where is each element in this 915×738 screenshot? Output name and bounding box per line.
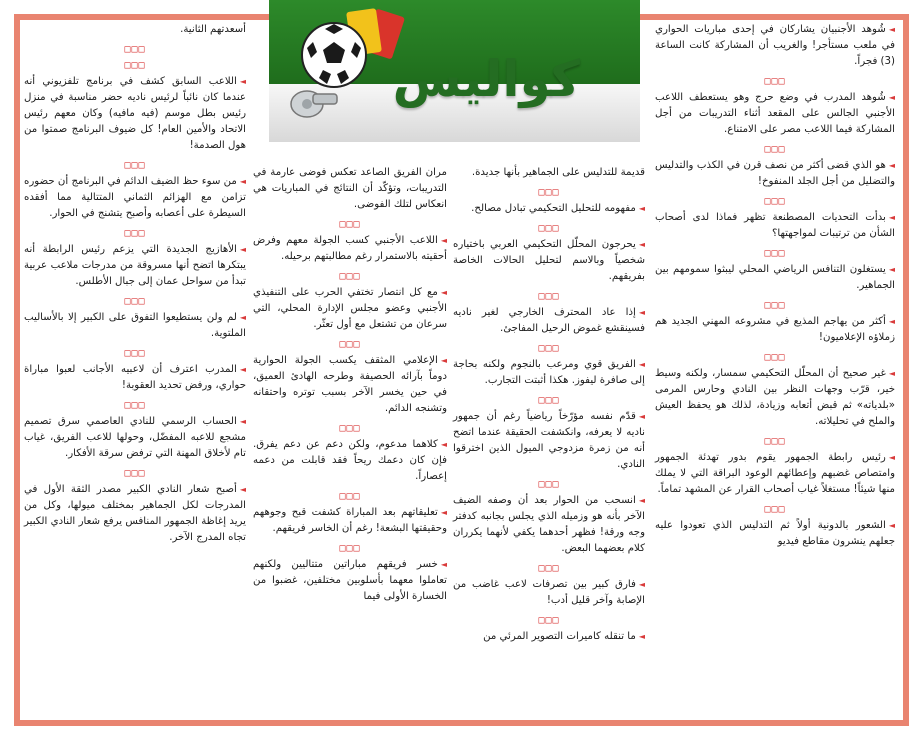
news-item-text: الشعور بالدونية أولاً ثم التدليس الذي تعودوا عليه جعلهم ينشرون مقاطع فيديو	[655, 520, 895, 547]
bullet-marker-icon: ◄	[638, 308, 645, 317]
news-item-text: إذا عاد المحترف الخارجي لغير ناديه فسينقشع غموض الرحيل المفاجئ.	[453, 307, 645, 334]
news-item-text: مران الفريق الصاعد تعكس فوضى عارمة في التدريبات، وتؤكّد أن النتائج في المباريات هي انعكاس لتلك الفوضى.	[253, 167, 447, 210]
news-item	[24, 414, 246, 462]
bullet-marker-icon: ◄	[440, 440, 447, 449]
item-separator: □□□	[124, 296, 146, 307]
bullet-marker-icon: ◄	[440, 236, 447, 245]
item-separator: □□□	[764, 300, 786, 311]
bullet-marker-icon: ◄	[440, 356, 447, 365]
item-separator: □□□	[538, 395, 560, 406]
news-item	[453, 493, 645, 557]
news-item-text: ما تنقله كاميرات التصوير المرئي من	[483, 631, 636, 642]
news-item-text: كلاهما مدعوم، ولكن دعم عن دعم يفرق. فإن كان دعمك ريحاً فقد قابلت من دعمه إعصاراً.	[253, 439, 447, 482]
news-item	[253, 233, 447, 265]
news-item	[453, 165, 645, 181]
news-item	[655, 90, 895, 138]
bullet-marker-icon: ◄	[888, 161, 895, 170]
news-item	[655, 158, 895, 190]
item-separator: □□□	[339, 543, 361, 554]
bullet-marker-icon: ◄	[638, 632, 645, 641]
bullet-marker-icon: ◄	[239, 485, 246, 494]
frame-border-left	[14, 14, 20, 726]
bullet-marker-icon: ◄	[888, 317, 895, 326]
frame-border-bottom	[14, 720, 909, 726]
bullet-marker-icon: ◄	[239, 365, 246, 374]
item-separator: □□□	[764, 352, 786, 363]
column-1	[655, 22, 895, 556]
news-item	[453, 577, 645, 609]
column-4	[24, 22, 246, 552]
news-item-text: اللاعب الأجنبي كسب الجولة معهم وفرض أحقيته بالاستمرار رغم مطالبتهم برحيله.	[253, 235, 447, 262]
news-item	[253, 437, 447, 485]
bullet-marker-icon: ◄	[638, 580, 645, 589]
news-item	[655, 210, 895, 242]
news-item-text: رئيس رابطة الجمهور يقوم بدور تهدئة الجمهور وامتصاص غضبهم وإعطائهم الوعود البراقة التي لا يملك منها شيئاً! مستغلاً غياب أصحاب القرار عن المشهد تماماً.	[655, 452, 895, 495]
news-item-text: تعليقاتهم بعد المباراة كشفت قبح وجوههم وحقيقتها البشعة! رغم أن الخاسر فريقهم.	[253, 507, 447, 534]
news-item-text: اللاعب السابق كشف في برنامج تلفزيوني أنه عندما كان نائباً لرئيس ناديه حضر مناسبة في منزل رئيس بطل موسم (فيه مافيه) وكان معهم رئيس الاتحاد والأمين العام! كل ضيوف البرنامج صمتوا من هول الصدمة!	[24, 76, 246, 151]
bullet-marker-icon: ◄	[888, 369, 895, 378]
bullet-marker-icon: ◄	[239, 77, 246, 86]
item-separator: □□□	[538, 291, 560, 302]
bullet-marker-icon: ◄	[440, 288, 447, 297]
news-item	[24, 362, 246, 394]
news-item	[453, 201, 645, 217]
news-item-text: مفهومه للتحليل التحكيمي تبادل مصالح.	[471, 203, 636, 214]
news-item	[453, 237, 645, 285]
bullet-marker-icon: ◄	[239, 245, 246, 254]
item-separator: □□□	[764, 504, 786, 515]
news-item	[24, 310, 246, 342]
page-title: كواليس	[392, 50, 580, 108]
bullet-marker-icon: ◄	[888, 25, 895, 34]
news-item-text: الأهازيج الجديدة التي يزعم رئيس الرابطة أنه يبتكرها اتضح أنها مسروقة من مدرجات ملاعب عربية تبدأ من سواحل عمان إلى جبال الأطلس.	[24, 244, 246, 287]
item-separator: □□□	[764, 196, 786, 207]
whistle-icon	[283, 82, 343, 122]
bullet-marker-icon: ◄	[239, 313, 246, 322]
item-separator: □□□	[339, 491, 361, 502]
item-separator: □□□	[124, 400, 146, 411]
news-item	[24, 22, 246, 38]
news-item	[24, 242, 246, 290]
item-separator: □□□	[538, 563, 560, 574]
news-item-text: خسر فريقهم مباراتين متتاليين ولكنهم تعاملوا معهما بأسلوبين مختلفين، غضبوا من الخسارة الأولى فيما	[253, 559, 447, 602]
item-separator: □□□	[764, 76, 786, 87]
item-separator: □□□	[538, 615, 560, 626]
item-separator: □□□	[124, 160, 146, 171]
bullet-marker-icon: ◄	[638, 496, 645, 505]
news-item	[453, 629, 645, 645]
news-item-text: المدرب اعترف أن لاعبيه الأجانب لعبوا مباراة حواري، ورفض تحديد العقوبة!	[24, 364, 246, 391]
item-separator: □□□	[124, 348, 146, 359]
news-item-text: من سوء حظ الضيف الدائم في البرنامج أن حضوره تزامن مع الهزائم الثماني المتتالية مما أفقده السيطرة على أعصابه وأصبح يتشنج في الحوار.	[24, 176, 246, 219]
news-item-text: انسحب من الحوار بعد أن وصفه الضيف الآخر بأنه هو وزميله الذي يجلس بجانبه كدفتر وجه ورقة! فظهر أحدهما يكفي لأنهما يكرران كلام بعضهما البعض.	[453, 495, 645, 554]
news-item	[453, 409, 645, 473]
item-separator: □□□	[538, 479, 560, 490]
news-item-text: غير صحيح أن المحلّل التحكيمي سمسار، ولكنه وسيط خير، قرّب وجهات النظر بين النادي وحارس المرمى «بلدياته» ثم قبض أتعابه وزيادة، لذلك هو يحفظ العيش والملح في تحليلاته.	[655, 368, 895, 427]
news-item-text: مع كل انتصار تختفي الحرب على التنفيذي الأجنبي وعضو مجلس الإدارة المحلي، التي سرعان من تشتعل مع أول تعثّر.	[253, 287, 447, 330]
news-item	[655, 366, 895, 430]
bullet-marker-icon: ◄	[239, 417, 246, 426]
item-separator: □□□	[764, 436, 786, 447]
news-item	[655, 450, 895, 498]
news-item-text: أصبح شعار النادي الكبير مصدر الثقة الأول في المدرجات لكل الجماهير بمختلف ميولها، وكل من يريد إغاظة الجمهور المنافس يرفع شعار النادي الكبير تجاه المدرج الآخر.	[24, 484, 246, 543]
item-separator: □□□	[538, 223, 560, 234]
bullet-marker-icon: ◄	[239, 177, 246, 186]
item-separator: □□□	[538, 187, 560, 198]
item-separator: □□□	[339, 339, 361, 350]
news-item	[453, 305, 645, 337]
item-separator: □□□	[339, 423, 361, 434]
bullet-marker-icon: ◄	[440, 508, 447, 517]
news-item	[253, 353, 447, 417]
news-item	[24, 174, 246, 222]
bullet-marker-icon: ◄	[888, 265, 895, 274]
news-item-text: يحرجون المحلّل التحكيمي العربي باختياره شخصياً وبالاسم لتحليل الحالات الخاصة بفريقهم.	[453, 239, 645, 282]
item-separator: □□□	[764, 248, 786, 259]
news-item-text: لم ولن يستطيعوا التفوق على الكبير إلا بالأساليب الملتوية.	[24, 312, 246, 339]
news-item	[655, 518, 895, 550]
news-item	[655, 262, 895, 294]
football-icon	[299, 20, 369, 90]
news-item	[253, 557, 447, 605]
column-3	[253, 165, 447, 611]
news-item-text: فارق كبير بين تصرفات لاعب غاضب من الإصابة وآخر قليل أدب!	[453, 579, 645, 606]
frame-border-top-right	[640, 14, 909, 20]
news-item	[253, 505, 447, 537]
news-item-text: أسعدتهم الثانية.	[180, 24, 246, 35]
bullet-marker-icon: ◄	[888, 453, 895, 462]
item-separator: □□□	[764, 144, 786, 155]
bullet-marker-icon: ◄	[440, 560, 447, 569]
header-banner	[269, 0, 640, 142]
bullet-marker-icon: ◄	[888, 521, 895, 530]
item-separator: □□□	[339, 219, 361, 230]
news-item	[655, 22, 895, 70]
news-item	[253, 285, 447, 333]
news-item-text: شُوهد المدرب في وضع حرج وهو يستعطف اللاعب الأجنبي الجالس على المقعد أثناء التدريبات من أجل المشاركة فيما اللاعب مصر على الامتناع.	[655, 92, 895, 135]
news-item-text: الحساب الرسمي للنادي العاصمي سرق تصميم مشجع للاعبه المفضّل، وحولها للاعب الفريق، غياب تام لأخلاق المهنة التي ترفض سرقة الأفكار.	[24, 416, 246, 459]
news-item-text: شُوهد الأجنبيان يشاركان في إحدى مباريات الحواري في ملعب مستأجر! والغريب أن المشاركة كانت الساعة (3) فجراً.	[655, 24, 895, 67]
bullet-marker-icon: ◄	[638, 360, 645, 369]
bullet-marker-icon: ◄	[888, 213, 895, 222]
item-separator: □□□	[339, 271, 361, 282]
news-item	[24, 74, 246, 154]
item-separator: □□□	[538, 343, 560, 354]
news-item-text: أكثر من يهاجم المذيع في مشروعه المهني الجديد هم زملاؤه الإعلاميون!	[655, 316, 895, 343]
frame-border-right	[903, 14, 909, 726]
item-separator: □□□	[124, 44, 146, 55]
news-item	[253, 165, 447, 213]
bullet-marker-icon: ◄	[638, 240, 645, 249]
news-item	[24, 482, 246, 546]
news-item-text: يستغلون التنافس الرياضي المحلي ليبثوا سمومهم بين الجماهير.	[655, 264, 895, 291]
bullet-marker-icon: ◄	[888, 93, 895, 102]
news-item-text: قديمة للتدليس على الجماهير بأنها جديدة.	[471, 167, 645, 178]
item-separator: □□□	[124, 60, 146, 71]
news-item	[655, 314, 895, 346]
bullet-marker-icon: ◄	[638, 412, 645, 421]
news-item-text: بدأت التحديات المصطنعة تظهر فماذا لدى أصحاب الشأن من ترتيبات لمواجهتها؟	[655, 212, 895, 239]
column-2	[453, 165, 645, 651]
frame-border-top-left	[14, 14, 269, 20]
news-item-text: الإعلامي المثقف يكسب الجولة الحوارية دوماً بآرائه الحصيفة وطرحه الهادئ العميق، في حين يخسر الآخر بسبب توتره واحتقانه وتشنجه الدائم.	[253, 355, 447, 414]
item-separator: □□□	[124, 228, 146, 239]
item-separator: □□□	[124, 468, 146, 479]
news-item	[453, 357, 645, 389]
bullet-marker-icon: ◄	[638, 204, 645, 213]
news-item-text: قدّم نفسه مؤرّخاً رياضياً رغم أن جمهور ناديه لا يعرفه، وانكشفت الحقيقة عندما اتضح أنه من زمرة مزدوجي الميول الذين اخترقوا النادي.	[453, 411, 645, 470]
news-item-text: هو الذي قضى أكثر من نصف قرن في الكذب والتدليس والتضليل من أجل الجلد المنفوخ!	[655, 160, 895, 187]
news-item-text: الفريق قوي ومرعب بالنجوم ولكنه بحاجة إلى صافرة ليفوز. هكذا أثبتت التجارب.	[453, 359, 645, 386]
